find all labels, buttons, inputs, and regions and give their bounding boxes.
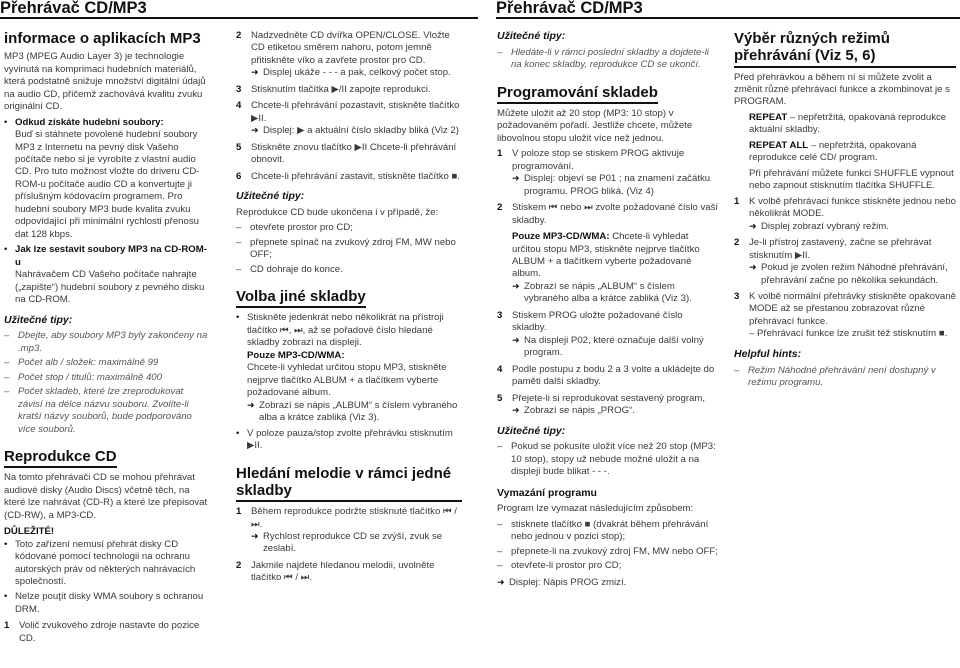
mode-name: REPEAT ALL bbox=[749, 139, 809, 151]
step-number: 3 bbox=[497, 309, 503, 321]
prog-steps-b bbox=[497, 310, 719, 418]
step-text: Během reprodukce podržte stisknuté tlačítko ⏮ / ⏭. bbox=[251, 506, 457, 530]
mp3-info-heading: informace o aplikacích MP3 bbox=[4, 30, 201, 47]
step-text: Stisknutím tlačítka ▶/II zapojte reprodukci. bbox=[251, 83, 431, 95]
vymaz-heading: Vymazání programu bbox=[497, 486, 597, 499]
step-text: V poloze stop se stiskem PROG aktivuje programování. bbox=[512, 148, 685, 172]
step-number: 1 bbox=[4, 620, 10, 632]
step-text: K volbě přehrávací funkce stiskněte jednou nebo několikrát MODE. bbox=[749, 195, 956, 220]
list-item bbox=[236, 171, 462, 183]
list-item bbox=[4, 620, 210, 645]
step-number: 1 bbox=[734, 195, 740, 207]
step-text: Je-li přístroj zastavený, začne se přehrávat stisknutím ▶II. bbox=[749, 237, 932, 261]
step-result: ➜ Rychlost reprodukce CD se zvýší, zvuk se zeslabí. bbox=[251, 531, 462, 556]
step-text: Stiskněte znovu tlačítko ▶II Chcete-li přehrávání obnovit. bbox=[251, 141, 457, 166]
modes-intro: Před přehrávkou a během ní si můžete zvolit a změnit různé přehrávací funkce a zkombinovat je s PROGRAM. bbox=[734, 71, 950, 108]
list-item: – Počet alb / složek: maximálně 99 bbox=[4, 357, 210, 369]
list-item bbox=[236, 506, 462, 556]
mp3-intro: MP3 (MPEG Audio Layer 3) je technologie vyvinutá na komprimaci hudebních materiálů, která podstatně snižuje množství digitální údajů na audio CD, přičemž zachovává kvalitu zvuku originální CD. bbox=[4, 51, 206, 113]
note-result: ➜ Zobrazí se nápis „ALBUM“ s číslem vybraného alba a krátce zabliká (Viz 3). bbox=[512, 281, 719, 306]
list-item: – Dbejte, aby soubory MP3 byly zakončeny na .mp3. bbox=[4, 330, 210, 355]
step-text: Podle postupu z bodu 2 a 3 volte a ukládejte do paměti další skladby. bbox=[512, 363, 715, 388]
list-item: – Hledáte-li v rámci poslední skladby a dojdete-li na konec skladby, reprodukce CD se ukončí. bbox=[497, 47, 719, 72]
step-number: 2 bbox=[236, 30, 242, 41]
step-text: Nadzvedněte CD dvířka OPEN/CLOSE. Vložte CD etiketou směrem nahoru, potom jemně přitiskněte víko a zavřete prostor pro CD. bbox=[251, 30, 450, 66]
list-item: – Počet stop / titulů: maximálně 400 bbox=[4, 372, 210, 384]
bullet-lead: • Odkud získáte hudební soubory: bbox=[15, 116, 164, 128]
tips-list bbox=[4, 330, 210, 436]
step-extra: – Přehrávací funkce lze zrušit též stisknutím ■. bbox=[749, 328, 948, 340]
step-text: Přejete-li si reprodukovat sestavený program, bbox=[512, 392, 706, 404]
column-2 bbox=[236, 30, 462, 589]
step-result: ➜ Displej zobrazí vybraný režim. bbox=[749, 221, 956, 233]
bullet-text: Chcete-li vyhledat určitou stopu MP3, stiskněte nejprve tlačítko ALBUM + a tlačítkem vyberte požadované album. bbox=[247, 362, 447, 399]
list-item bbox=[734, 237, 956, 287]
column-4 bbox=[734, 30, 956, 393]
page-header-left: Přehrávač CD/MP3 bbox=[0, 0, 478, 19]
list-item bbox=[497, 310, 719, 360]
vymaz-list bbox=[497, 519, 719, 573]
tips-heading: Užitečné tipy: bbox=[497, 30, 566, 42]
list-item: – CD dohraje do konce. bbox=[236, 264, 462, 276]
list-item bbox=[236, 142, 462, 167]
step-text: Stiskem PROG uložte požadované číslo skladby. bbox=[512, 309, 683, 334]
list-item bbox=[734, 291, 956, 341]
list-item: – otevřete prostor pro CD; bbox=[236, 222, 462, 234]
tips-heading: Užitečné tipy: bbox=[497, 424, 566, 437]
mode-item bbox=[749, 112, 956, 137]
list-item bbox=[497, 148, 719, 198]
list-item: – přepnete spínač na zvukový zdroj FM, MW nebo OFF; bbox=[236, 237, 462, 262]
list-item bbox=[236, 428, 462, 453]
play-steps bbox=[236, 30, 462, 183]
step-result: ➜ Zobrazí se nápis „PROG“. bbox=[512, 405, 719, 417]
help-list bbox=[734, 365, 956, 390]
bullet-bold: Pouze MP3-CD/WMA: bbox=[247, 349, 345, 361]
list-item bbox=[236, 30, 462, 80]
list-item: – Počet skladeb, které lze zreprodukovat závisí na délce názvu souboru. Zvolíte-li kratší názvy souborů, bude podporováno více souborů. bbox=[4, 386, 210, 436]
note-text: Chcete-li vyhledat určitou stopu MP3, stiskněte nejprve tlačítko ALBUM + a tlačítkem vyberte požadované album. bbox=[512, 231, 700, 280]
mode-item bbox=[749, 168, 956, 193]
note-bold: Pouze MP3-CD/WMA: bbox=[512, 231, 610, 243]
bullet-text: Buď si stáhnete povolené hudební soubory MP3 z Internetu na pevný disk Vašeho počítače nebo si je vyrobíte z vlastní audio CD. Pro tuto možnost vložte do driveru CD-ROM-u počítače audio CD a konvertujte ji příslušným kódovacím programem. Pro hudební soubory MP3 bude kvalita zvuku odpovídající při minimální rychlosti přenosu dat 128 kbps. bbox=[15, 129, 200, 240]
modes-list bbox=[734, 112, 956, 193]
step-number: 6 bbox=[236, 170, 242, 182]
list-item bbox=[734, 196, 956, 233]
tips-list bbox=[497, 47, 719, 72]
step-number: 3 bbox=[236, 83, 242, 95]
bullet-text: V poloze pauza/stop zvolte přehrávku stisknutím ▶II. bbox=[247, 427, 453, 452]
tips-heading: Užitečné tipy: bbox=[236, 190, 305, 203]
step-number: 4 bbox=[236, 100, 242, 112]
prog-steps-a bbox=[497, 148, 719, 227]
repro-heading: Reprodukce CD bbox=[4, 448, 117, 468]
list-item: – přepnete-li na zvukový zdroj FM, MW nebo OFF; bbox=[497, 546, 719, 558]
step-text: K volbě normální přehrávky stiskněte opakovaně MODE až se přestanou zobrazovat různé přehrávací funkce. bbox=[749, 291, 956, 327]
list-item bbox=[497, 364, 719, 389]
step-result: ➜ Na displeji P02, které označuje další volný program. bbox=[512, 335, 719, 360]
list-item bbox=[236, 84, 462, 96]
mode-desc: Při přehrávání můžete funkci SHUFFLE vypnout nebo zapnout stisknutím tlačítka SHUFFLE. bbox=[749, 167, 954, 192]
repro-intro: Na tomto přehrávači CD se mohou přehrávat audiové disky (Audio Discs) včetně těch, na které lze nahrávat (CD-R) a které lze přepisovat (CD-RW), a MP3-CD. bbox=[4, 472, 208, 521]
bullet-text: Nahrávačem CD Vašeho počítače nahrajte („zapište“) hudební soubory z pevného disku na CD-ROM. bbox=[15, 269, 205, 306]
step-number: 4 bbox=[497, 363, 503, 375]
list-item: • Nelze pouţít disky WMA soubory s ochranou DRM. bbox=[4, 591, 210, 616]
bullet-result: ➜ Zobrazí se nápis „ALBUM“ s číslem vybraného alba a krátce zabliká (Viz 3). bbox=[247, 400, 462, 425]
step-result: ➜ Displej ukáže - - - a pak, celkový počet stop. bbox=[251, 67, 462, 79]
step-result: ➜ Displej: ▶ a aktuální číslo skladby bliká (Viz 2) bbox=[251, 125, 462, 137]
list-item bbox=[236, 100, 462, 137]
step-number: 3 bbox=[734, 291, 740, 302]
step-result: ➜ Displej: objeví se P01 ; na znamení začátku programu. PROG bliká. (Viz 4) bbox=[512, 173, 719, 198]
list-item: – stisknete tlačítko ■ (dvakrát během přehrávání nebo jednou v pozici stop); bbox=[497, 519, 719, 544]
column-3 bbox=[497, 30, 719, 589]
step-result: ➜ Pokud je zvolen režim Náhodné přehrávání, přehrávání začne po několika sekundách. bbox=[749, 262, 956, 287]
tips-list bbox=[497, 441, 719, 478]
steps-list bbox=[4, 620, 210, 645]
prog-heading: Programování skladeb bbox=[497, 84, 658, 104]
step-number: 2 bbox=[734, 237, 740, 249]
mode-name: REPEAT bbox=[749, 111, 788, 123]
list-item: – Pokud se pokusíte uložit více než 20 stop (MP3: 10 stop), stopy už nebude možné uložit a na displeji bude blikat - - -. bbox=[497, 441, 719, 478]
step-number: 5 bbox=[236, 141, 242, 153]
mode-item bbox=[749, 140, 956, 165]
modes-steps bbox=[734, 196, 956, 341]
list-item bbox=[4, 244, 210, 306]
step-number: 1 bbox=[497, 148, 503, 160]
step-text: Jakmile najdete hledanou melodii, uvolněte tlačítko ⏮ / ⏭. bbox=[251, 559, 435, 584]
hledani-steps bbox=[236, 506, 462, 585]
mode-desc: – nepřetržitá, opakovaná reprodukce celé CD/ program. bbox=[749, 139, 917, 164]
tips-intro: Reprodukce CD bude ukončena i v případě, že: bbox=[236, 206, 439, 218]
bullet-text: Stiskněte jedenkrát nebo několikrát na přístroji tlačítko ⏮, ⏭, až se pořadové číslo hledané skladby zobrazí na displeji. bbox=[247, 312, 444, 349]
hledani-heading: Hledání melodie v rámci jedné skladby bbox=[236, 465, 462, 503]
list-item bbox=[236, 312, 462, 424]
step-number: 5 bbox=[497, 392, 503, 404]
list-item bbox=[4, 117, 210, 242]
important-label: DŮLEŽITÉ! bbox=[4, 526, 55, 538]
step-text: Stiskem ⏮ nebo ⏭ zvolte požadované číslo vaší skladby. bbox=[512, 202, 719, 226]
bullet-lead: • Jak lze sestavit soubory MP3 na CD-ROM-u bbox=[15, 244, 207, 268]
prog-intro: Můžete uložit až 20 stop (MP3: 10 stop) v požadovaném pořadí. Jestliže chcete, můžete libovolnou stopu uložit více než jednou. bbox=[497, 107, 693, 144]
list-item bbox=[497, 393, 719, 418]
step-number: 2 bbox=[236, 559, 242, 571]
list-item: – otevřete-li prostor pro CD; bbox=[497, 560, 719, 572]
list-item: • Toto zařízení nemusí přehrát disky CD kódované pomocí technologii na ochranu autorských práv od některých nahrávacích společností. bbox=[4, 539, 210, 589]
modes-heading: Výběr různých režimů přehrávání (Viz 5, 6) bbox=[734, 30, 956, 68]
volba-heading: Volba jiné skladby bbox=[236, 288, 366, 308]
step-number: 2 bbox=[497, 202, 503, 214]
list-item bbox=[497, 202, 719, 227]
step-number: 1 bbox=[236, 506, 242, 518]
list-item bbox=[236, 560, 462, 585]
mp3-note bbox=[497, 231, 719, 306]
vymaz-intro: Program lze vymazat následujícím způsobem: bbox=[497, 503, 694, 515]
step-text: Chcete-li přehrávání zastavit, stiskněte tlačítko ■. bbox=[251, 170, 460, 182]
page-header-right: Přehrávač CD/MP3 bbox=[496, 0, 960, 19]
tips-heading: Užitečné tipy: bbox=[4, 313, 73, 326]
volba-bullets bbox=[236, 312, 462, 452]
mp3-bullets bbox=[4, 117, 210, 307]
step-text: Volič zvukového zdroje nastavte do pozice CD. bbox=[19, 620, 200, 644]
help-heading: Helpful hints: bbox=[734, 347, 802, 360]
list-item: – Režim Náhodné přehrávání není dostupný v režimu programu. bbox=[734, 365, 956, 390]
important-bullets bbox=[4, 539, 210, 617]
column-1 bbox=[4, 30, 210, 649]
tips-list bbox=[236, 222, 462, 276]
mode-desc: – nepřetržitá, opakovaná reprodukce aktuální skladby. bbox=[749, 111, 947, 136]
vymaz-result: ➜ Displej: Nápis PROG zmizí. bbox=[497, 577, 719, 589]
step-text: Chcete-li přehrávání pozastavit, stiskněte tlačítko ▶II. bbox=[251, 100, 460, 124]
